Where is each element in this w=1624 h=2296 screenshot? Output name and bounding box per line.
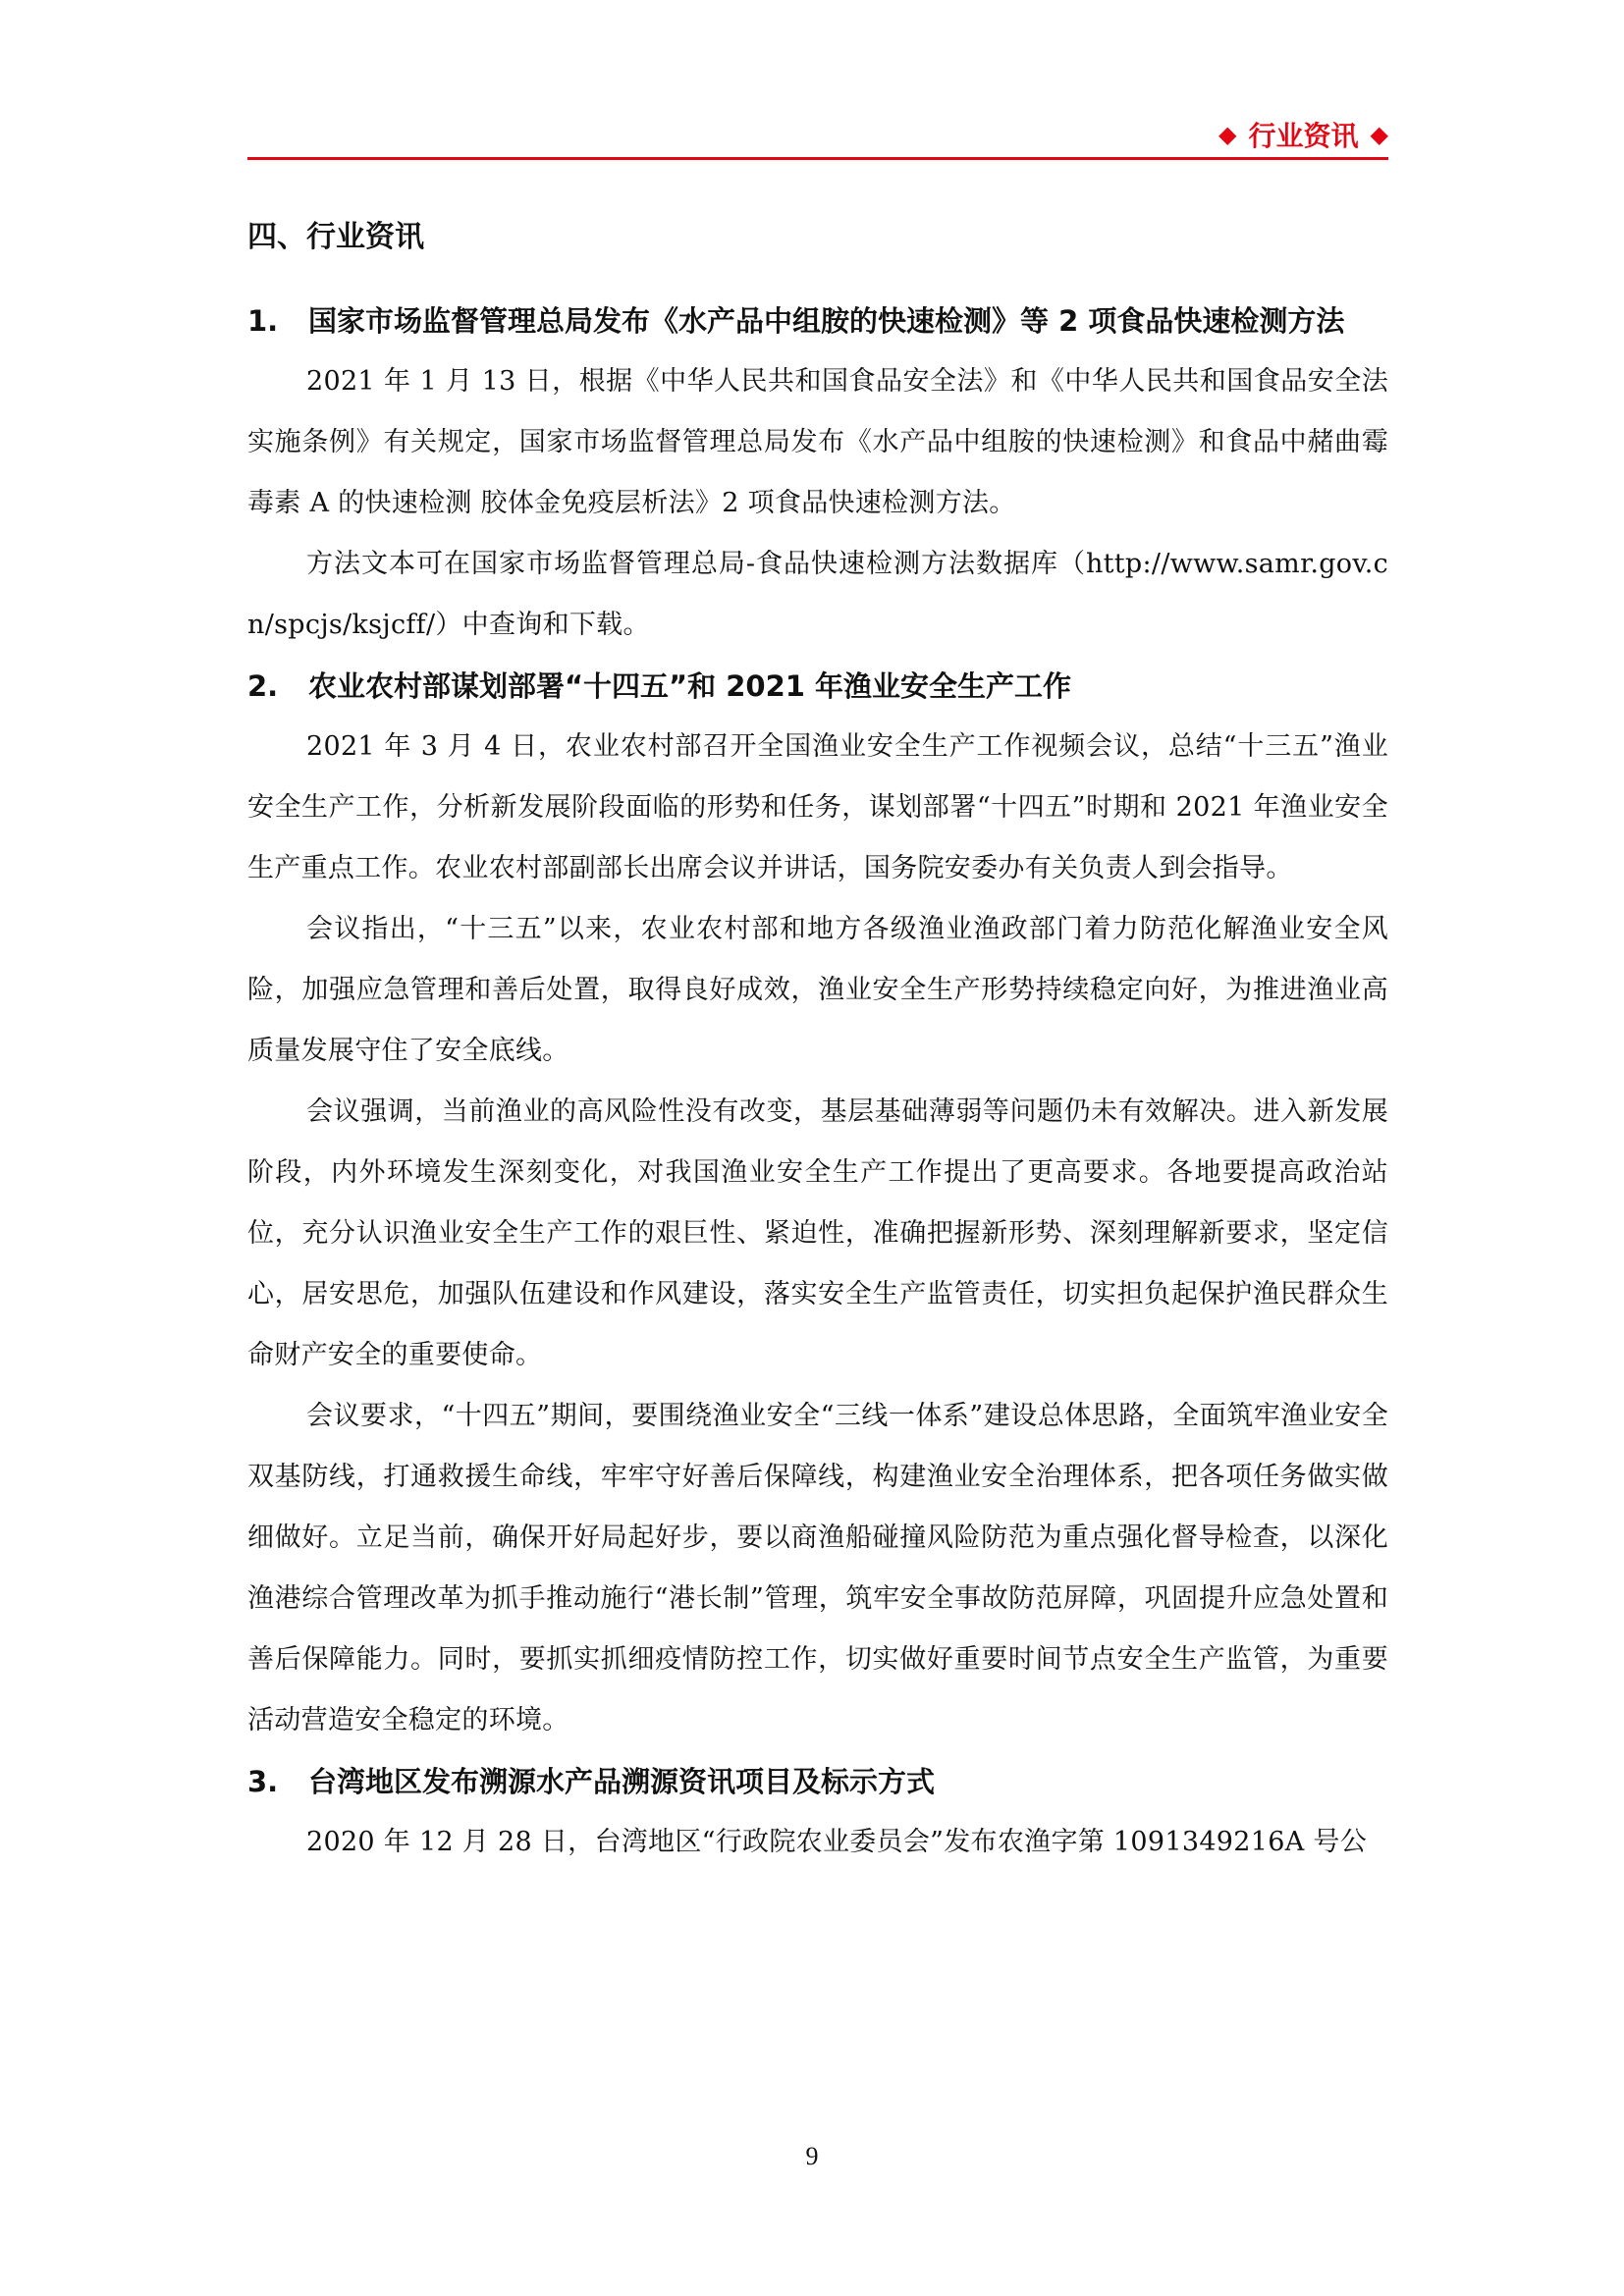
news-item-heading [247, 656, 1388, 717]
news-paragraph: 2021 年 1 月 13 日，根据《中华人民共和国食品安全法》和《中华人民共和国食品安全法实施条例》有关规定，国家市场监督管理总局发布《水产品中组胺的快速检测》和食品中赭曲霉毒素 A 的快速检测 胶体金免疫层析法》2 项食品快速检测方法。 [247, 366, 1388, 518]
news-item-2 [247, 656, 1388, 1751]
diamond-left-icon: ◆ [1218, 121, 1237, 148]
news-paragraph: 2020 年 12 月 28 日，台湾地区“行政院农业委员会”发布农渔字第 1091349216A 号公 [306, 1827, 1367, 1857]
news-paragraph: 会议要求，“十四五”期间，要围绕渔业安全“三线一体系”建设总体思路，全面筑牢渔业安全双基防线，打通救援生命线，牢牢守好善后保障线，构建渔业安全治理体系，把各项任务做实做细做好。立足当前，确保开好局起好步，要以商渔船碰撞风险防范为重点强化督导检查，以深化渔港综合管理改革为抓手推动施行“港长制”管理，筑牢安全事故防范屏障，巩固提升应急处置和善后保障能力。同时，要抓实抓细疫情防控工作，切实做好重要时间节点安全生产监管，为重要活动营造安全稳定的环境。 [247, 1401, 1388, 1735]
news-paragraph: 2021 年 3 月 4 日，农业农村部召开全国渔业安全生产工作视频会议，总结“十三五”渔业安全生产工作，分析新发展阶段面临的形势和任务，谋划部署“十四五”时期和 2021 年渔业安全生产重点工作。农业农村部副部长出席会议并讲话，国务院安委办有关负责人到会指导。 [247, 731, 1388, 883]
news-item-heading [247, 291, 1388, 351]
news-paragraph: 会议指出，“十三五”以来，农业农村部和地方各级渔业渔政部门着力防范化解渔业安全风险，加强应急管理和善后处置，取得良好成效，渔业安全生产形势持续稳定向好，为推进渔业高质量发展守住了安全底线。 [247, 914, 1388, 1066]
news-item-title: 台湾地区发布溯源水产品溯源资讯项目及标示方式 [308, 1765, 936, 1798]
news-item-3 [247, 1751, 1388, 1873]
news-item-title: 农业农村部谋划部署“十四五”和 2021 年渔业安全生产工作 [308, 669, 1072, 703]
header-section-tag [1218, 114, 1388, 155]
diamond-right-icon: ◆ [1370, 121, 1388, 148]
news-item-number: 2. [247, 669, 279, 703]
section-title: 四、行业资讯 [247, 220, 424, 254]
header-divider [247, 157, 1388, 160]
news-paragraph: 方法文本可在国家市场监督管理总局-食品快速检测方法数据库（http://www.samr.gov.cn/spcjs/ksjcff/）中查询和下载。 [247, 549, 1388, 640]
news-item-number: 1. [247, 304, 279, 338]
header-tag-label: 行业资讯 [1248, 120, 1359, 152]
news-paragraph: 会议强调，当前渔业的高风险性没有改变，基层基础薄弱等问题仍未有效解决。进入新发展阶段，内外环境发生深刻变化，对我国渔业安全生产工作提出了更高要求。各地要提高政治站位，充分认识渔业安全生产工作的艰巨性、紧迫性，准确把握新形势、深刻理解新要求，坚定信心，居安思危，加强队伍建设和作风建设，落实安全生产监管责任，切实担负起保护渔民群众生命财产安全的重要使命。 [247, 1096, 1388, 1370]
news-item-title: 国家市场监督管理总局发布《水产品中组胺的快速检测》等 2 项食品快速检测方法 [308, 304, 1345, 338]
news-item-number: 3. [247, 1765, 279, 1798]
document-body [247, 196, 1388, 1873]
news-item-1 [247, 291, 1388, 656]
page-number: 9 [805, 2142, 819, 2170]
news-item-heading [247, 1751, 1388, 1812]
